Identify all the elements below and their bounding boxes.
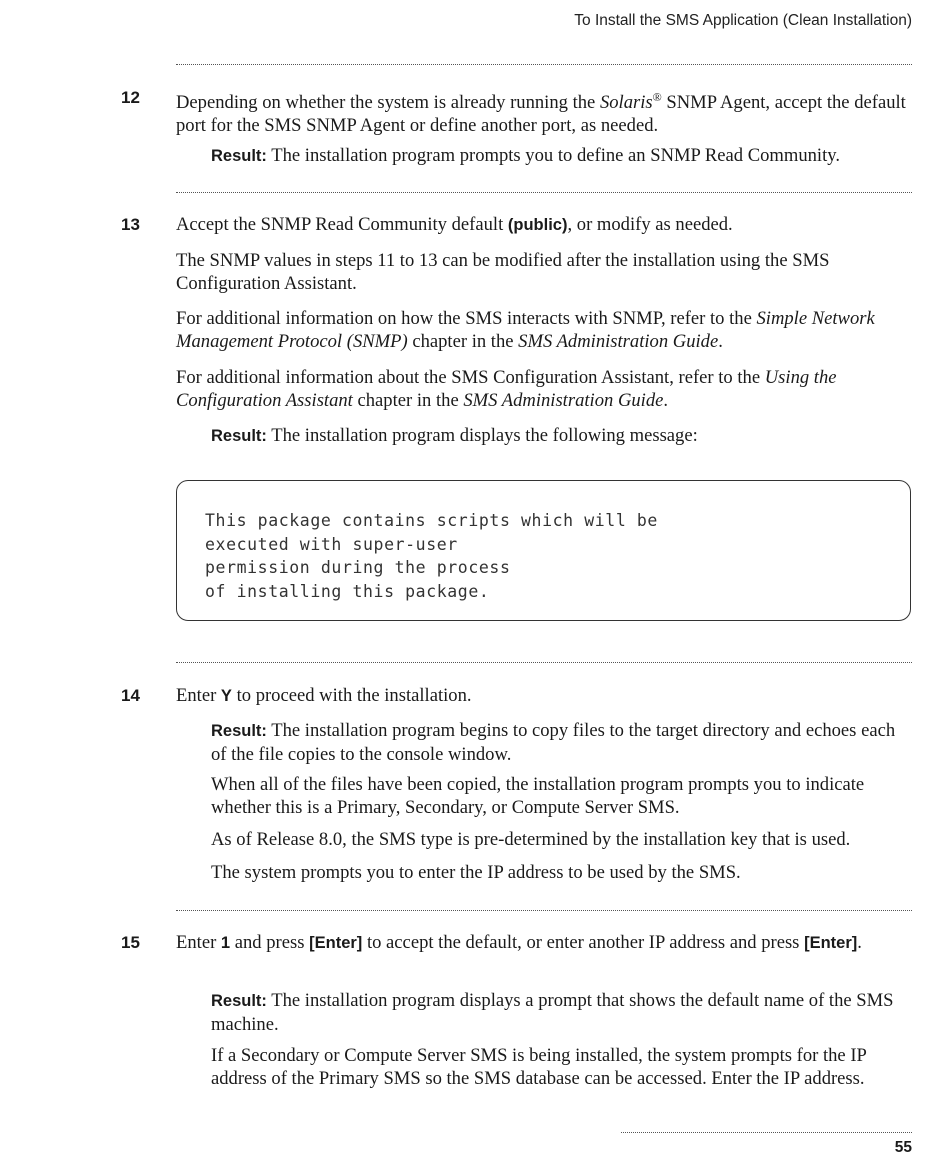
running-header: To Install the SMS Application (Clean Installation) bbox=[574, 12, 912, 29]
code-message: This package contains scripts which will be executed with super-user permission during the process of installing this package. bbox=[205, 511, 658, 601]
step-divider bbox=[176, 910, 912, 911]
code-message-box bbox=[176, 480, 911, 621]
step-13-note: The SNMP values in steps 11 to 13 can be modified after the installation using the SMS Configuration Assistant. bbox=[176, 250, 830, 294]
step-divider bbox=[176, 662, 912, 663]
step-14-paragraph: The system prompts you to enter the IP address to be used by the SMS. bbox=[211, 862, 741, 883]
step-14-instruction: Enter Y to proceed with the installation. bbox=[176, 685, 472, 706]
step-15-instruction: Enter 1 and press [Enter] to accept the default, or enter another IP address and press [Enter]. bbox=[176, 932, 862, 953]
step-14-result: Result: The installation program begins to copy files to the target directory and echoes each of the file copies to the console window. bbox=[211, 720, 896, 765]
step-13-instruction: Accept the SNMP Read Community default (public), or modify as needed. bbox=[176, 214, 733, 235]
step-13-config-info: For additional information about the SMS Configuration Assistant, refer to the Using the Configuration Assistant chapter in the SMS Administration Guide. bbox=[176, 367, 837, 411]
step-14-paragraph: As of Release 8.0, the SMS type is pre-determined by the installation key that is used. bbox=[211, 829, 851, 850]
step-number: 12 bbox=[121, 88, 140, 107]
step-15-result: Result: The installation program displays a prompt that shows the default name of the SMS machine. bbox=[211, 990, 894, 1035]
step-number: 13 bbox=[121, 215, 140, 234]
step-13-result: Result: The installation program displays the following message: bbox=[211, 425, 698, 446]
step-number: 15 bbox=[121, 933, 140, 952]
page-number: 55 bbox=[894, 1139, 912, 1156]
step-divider bbox=[176, 64, 912, 65]
step-14-paragraph: When all of the files have been copied, the installation program prompts you to indicate whether this is a Primary, Secondary, or Compute Server SMS. bbox=[211, 774, 865, 818]
step-12-result: Result: The installation program prompts you to define an SNMP Read Community. bbox=[211, 145, 840, 166]
step-12-instruction: Depending on whether the system is already running the Solaris® SNMP Agent, accept the default port for the SMS SNMP Agent or define another port, as needed. bbox=[176, 90, 906, 137]
step-13-snmp-info: For additional information on how the SMS interacts with SNMP, refer to the Simple Network Management Protocol (SNMP) chapter in the SMS Administration Guide. bbox=[176, 308, 875, 352]
footer-divider bbox=[621, 1132, 912, 1133]
step-number: 14 bbox=[121, 686, 140, 705]
step-divider bbox=[176, 192, 912, 193]
step-15-paragraph: If a Secondary or Compute Server SMS is being installed, the system prompts for the IP address of the Primary SMS so the SMS database can be accessed. Enter the IP address. bbox=[211, 1045, 867, 1089]
